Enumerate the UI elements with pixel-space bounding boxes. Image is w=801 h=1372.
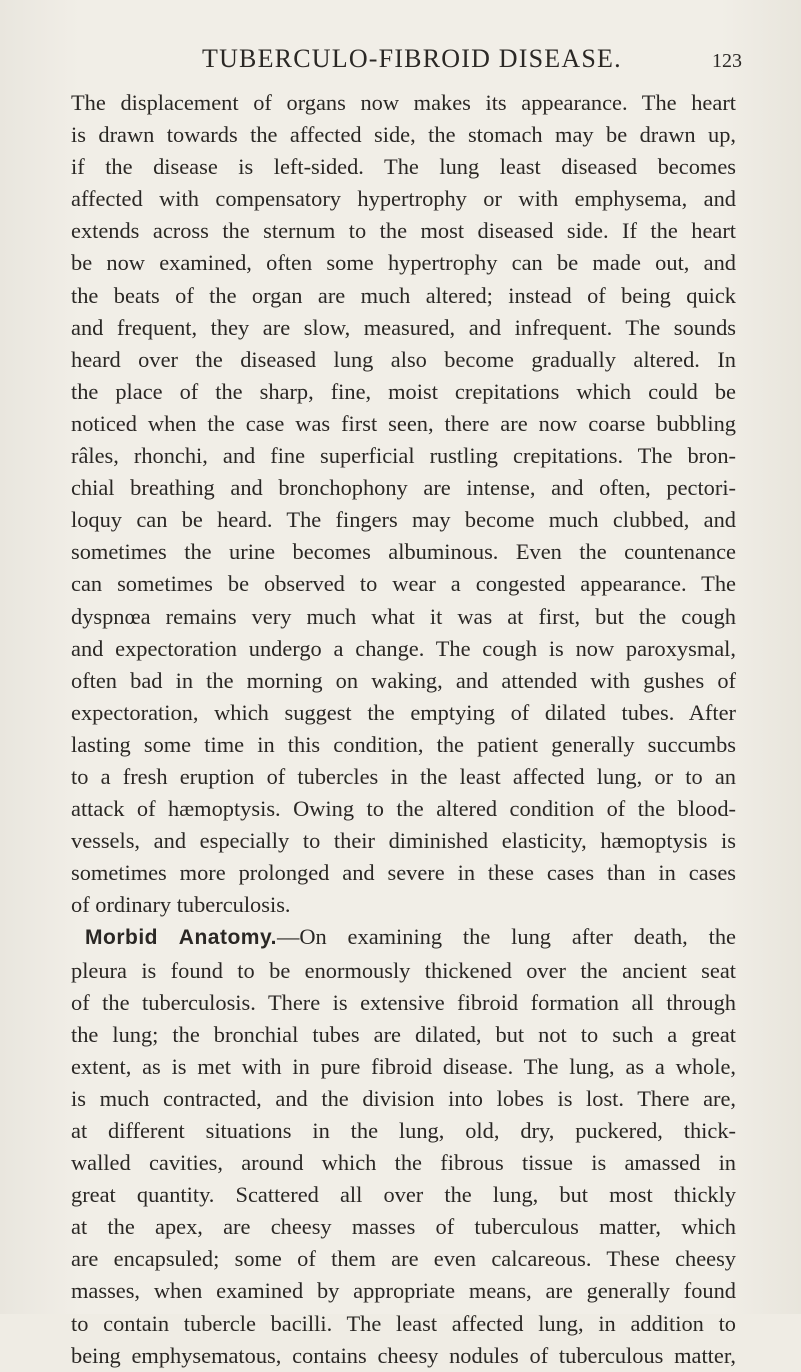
text-line: to contain tubercle bacilli. The least affected lung, in addition to [71,1310,736,1336]
text-line: often bad in the morning on waking, and attended with gushes of [71,667,736,693]
text-line: affected with compensatory hypertrophy or with emphysema, and [71,186,736,212]
text-line: chial breathing and bronchophony are intense, and often, pectori- [71,475,736,501]
text-line: the lung; the bronchial tubes are dilated, but not to such a great [71,1021,736,1047]
text-line: loquy can be heard. The fingers may become much clubbed, and [71,507,736,533]
text-line: pleura is found to be enormously thickened over the ancient seat [71,957,736,983]
text-line: are encapsuled; some of them are even calcareous. These cheesy [71,1246,736,1272]
text-line: attack of hæmoptysis. Owing to the altered condition of the blood- [71,796,736,822]
section-morbid-anatomy [71,921,736,1371]
text-line: dyspnœa remains very much what it was at first, but the cough [71,603,736,629]
text-line: the place of the sharp, fine, moist crepitations which could be [71,378,736,404]
page-header [0,44,801,84]
section-first-line [71,921,736,954]
page-number: 123 [712,50,742,72]
text-line: being emphysematous, contains cheesy nodules of tuberculous matter, [71,1342,736,1368]
text-line: to a fresh eruption of tubercles in the least affected lung, or to an [71,763,736,789]
text-line: extends across the sternum to the most diseased side. If the heart [71,218,736,244]
text-line: and expectoration undergo a change. The cough is now paroxysmal, [71,635,736,661]
text-line: The displacement of organs now makes its appearance. The heart [71,90,736,115]
text-line: sometimes the urine becomes albuminous. Even the countenance [71,539,736,565]
text-line: expectoration, which suggest the emptying of dilated tubes. After [71,699,736,725]
body-text [71,87,736,1372]
paragraph-displacement [71,87,736,921]
text-line: heard over the diseased lung also become gradually altered. In [71,346,736,372]
text-line: the beats of the organ are much altered; instead of being quick [71,282,736,308]
text-line: walled cavities, around which the fibrous tissue is amassed in [71,1150,736,1176]
text-line: lasting some time in this condition, the patient generally succumbs [71,731,736,757]
text-line: sometimes more prolonged and severe in these cases than in cases [71,860,736,886]
text-line: of the tuberculosis. There is extensive fibroid formation all through [71,989,736,1015]
text-line: of ordinary tuberculosis. [71,892,291,918]
text-line: râles, rhonchi, and fine superficial rustling crepitations. The bron- [71,443,736,469]
section-first-line-text: —On examining the lung after death, the [276,924,736,950]
text-line: at different situations in the lung, old, dry, puckered, thick- [71,1118,736,1143]
text-line: masses, when examined by appropriate means, are generally found [71,1278,736,1304]
text-line: extent, as is met with in pure fibroid disease. The lung, as a whole, [71,1053,736,1079]
text-line: if the disease is left-sided. The lung least diseased becomes [71,154,736,180]
text-line: is much contracted, and the division into lobes is lost. There are, [71,1085,736,1111]
text-line: can sometimes be observed to wear a congested appearance. The [71,571,736,597]
text-line: and frequent, they are slow, measured, and infrequent. The sounds [71,314,736,340]
running-head: TUBERCULO-FIBROID DISEASE. [202,44,622,73]
text-line: great quantity. Scattered all over the lung, but most thickly [71,1182,736,1208]
text-line: noticed when the case was first seen, there are now coarse bubbling [71,410,736,436]
section-heading: Morbid Anatomy. [85,926,277,950]
text-line: is drawn towards the affected side, the stomach may be drawn up, [71,122,736,148]
text-line: at the apex, are cheesy masses of tuberculous matter, which [71,1214,736,1240]
text-line: vessels, and especially to their diminished elasticity, hæmoptysis is [71,828,736,854]
text-line: be now examined, often some hypertrophy can be made out, and [71,250,736,276]
